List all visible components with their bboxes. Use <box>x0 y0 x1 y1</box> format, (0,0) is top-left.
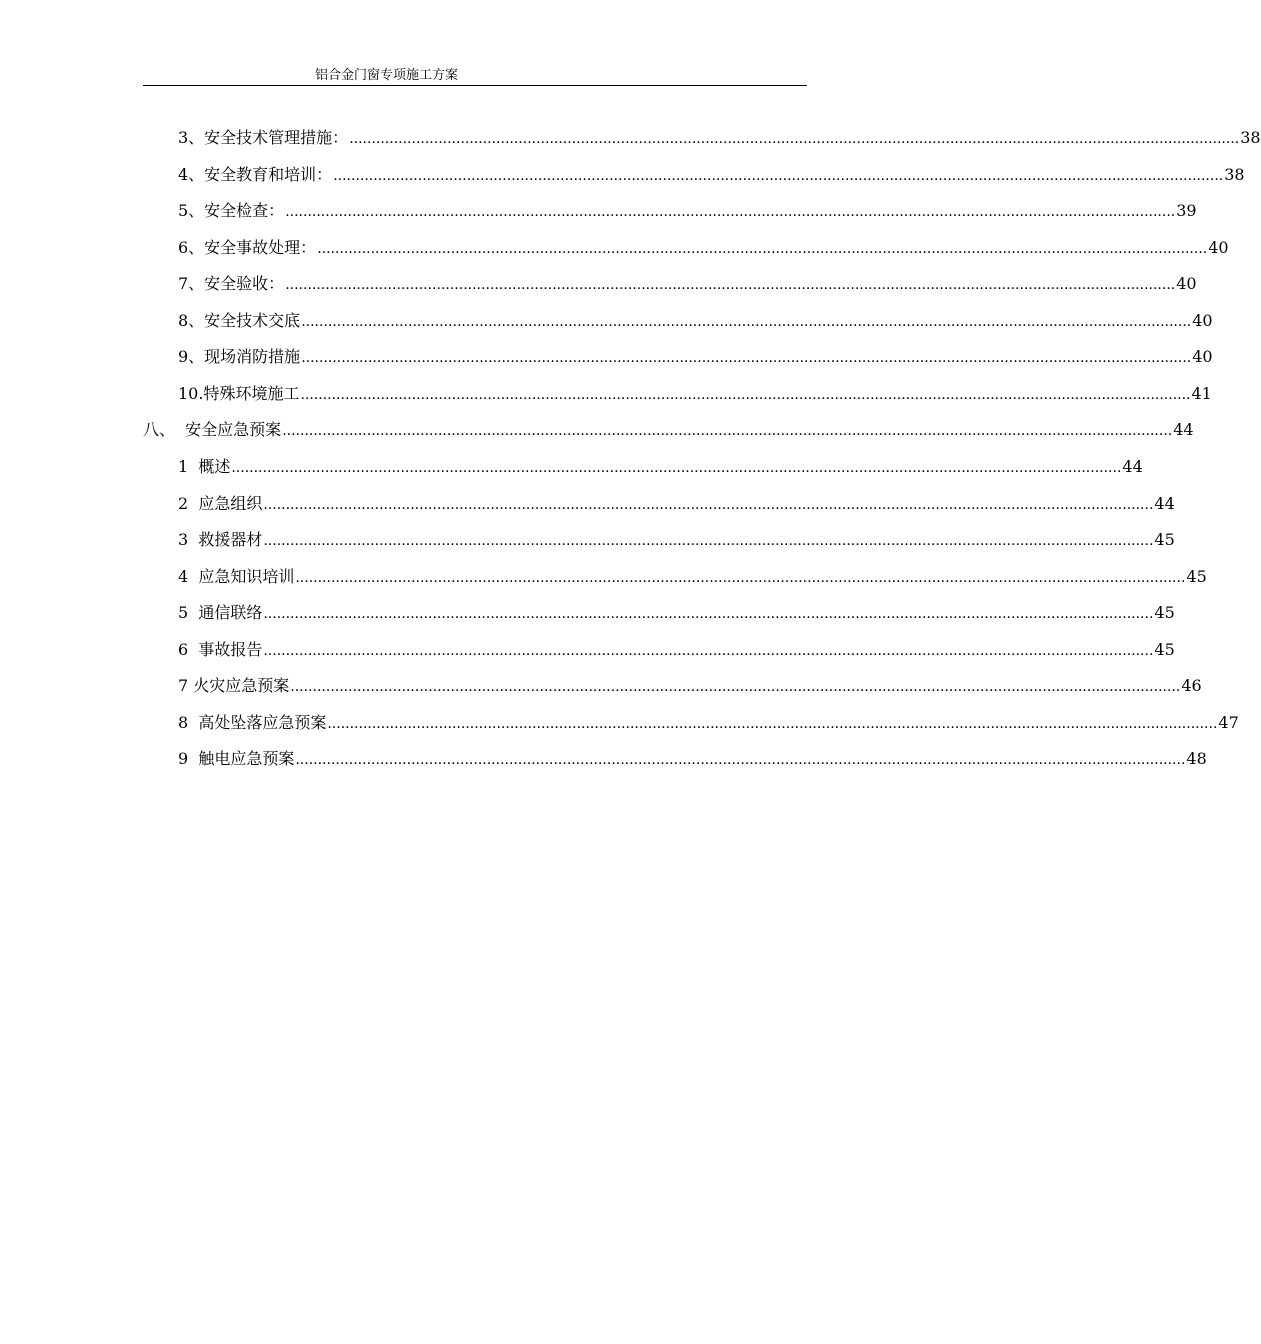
toc-entry-page-number: 38 <box>1240 128 1261 147</box>
toc-entry-label: 6、安全事故处理： <box>178 238 317 257</box>
toc-entry[interactable] <box>178 565 1207 589</box>
toc-entry-label: 1 概述 <box>178 457 231 476</box>
toc-entry[interactable] <box>178 236 1229 260</box>
toc-dot-leader: ........................................................................................................................................................................................................ <box>300 387 1191 403</box>
toc-entry[interactable] <box>178 711 1239 735</box>
toc-entry-label: 5、安全检查： <box>178 201 285 220</box>
toc-dot-leader: ........................................................................................................................................................................................................ <box>263 643 1154 659</box>
toc-entry[interactable] <box>178 455 1143 479</box>
toc-entry-page-number: 45 <box>1154 603 1175 622</box>
toc-dot-leader: ........................................................................................................................................................................................................ <box>327 716 1218 732</box>
toc-entry[interactable] <box>178 309 1213 333</box>
toc-entry-label: 4、安全教育和培训： <box>178 165 333 184</box>
toc-dot-leader: ........................................................................................................................................................................................................ <box>333 168 1224 184</box>
toc-entry-page-number: 44 <box>1122 457 1143 476</box>
toc-entry-label: 8 高处坠落应急预案 <box>178 713 327 732</box>
toc-dot-leader: ........................................................................................................................................................................................................ <box>301 314 1192 330</box>
toc-entry-label: 3 救援器材 <box>178 530 263 549</box>
toc-entry[interactable] <box>178 528 1175 552</box>
toc-dot-leader: ........................................................................................................................................................................................................ <box>263 606 1154 622</box>
toc-dot-leader: ........................................................................................................................................................................................................ <box>290 679 1181 695</box>
toc-entry-page-number: 44 <box>1173 420 1194 439</box>
toc-entry[interactable] <box>178 747 1207 771</box>
toc-entry-label: 8、安全技术交底 <box>178 311 301 330</box>
toc-entry-page-number: 38 <box>1224 165 1245 184</box>
toc-dot-leader: ........................................................................................................................................................................................................ <box>285 277 1176 293</box>
toc-entry-page-number: 48 <box>1186 749 1207 768</box>
toc-dot-leader: ........................................................................................................................................................................................................ <box>317 241 1208 257</box>
toc-entry[interactable] <box>178 492 1175 516</box>
toc-entry-page-number: 41 <box>1191 384 1212 403</box>
toc-entry[interactable] <box>178 674 1202 698</box>
toc-entry[interactable] <box>178 638 1175 662</box>
toc-entry-label: 4 应急知识培训 <box>178 567 295 586</box>
toc-entry-page-number: 45 <box>1154 640 1175 659</box>
toc-dot-leader: ........................................................................................................................................................................................................ <box>231 460 1122 476</box>
toc-entry-label: 7 火灾应急预案 <box>178 676 290 695</box>
toc-dot-leader: ........................................................................................................................................................................................................ <box>295 752 1186 768</box>
toc-entry-page-number: 45 <box>1154 530 1175 549</box>
toc-entry-page-number: 40 <box>1192 347 1213 366</box>
toc-entry[interactable] <box>178 382 1212 406</box>
toc-entry-page-number: 45 <box>1186 567 1207 586</box>
toc-dot-leader: ........................................................................................................................................................................................................ <box>282 423 1173 439</box>
toc-entry[interactable] <box>178 601 1175 625</box>
toc-dot-leader: ........................................................................................................................................................................................................ <box>263 497 1154 513</box>
toc-entry-label: 6 事故报告 <box>178 640 263 659</box>
toc-entry-page-number: 40 <box>1176 274 1197 293</box>
toc-entry-page-number: 47 <box>1218 713 1239 732</box>
toc-entry[interactable] <box>143 418 1194 442</box>
toc-entry-label: 3、安全技术管理措施： <box>178 128 349 147</box>
toc-entry-page-number: 40 <box>1192 311 1213 330</box>
toc-entry[interactable] <box>178 126 1261 150</box>
toc-entry[interactable] <box>178 199 1197 223</box>
toc-entry-label: 2 应急组织 <box>178 494 263 513</box>
toc-entry[interactable] <box>178 345 1213 369</box>
toc-entry-page-number: 44 <box>1154 494 1175 513</box>
toc-dot-leader: ........................................................................................................................................................................................................ <box>349 131 1240 147</box>
toc-entry-page-number: 46 <box>1181 676 1202 695</box>
toc-dot-leader: ........................................................................................................................................................................................................ <box>285 204 1176 220</box>
toc-dot-leader: ........................................................................................................................................................................................................ <box>263 533 1154 549</box>
toc-entry-label: 10.特殊环境施工 <box>178 384 300 403</box>
toc-entry-page-number: 39 <box>1176 201 1197 220</box>
toc-entry-label: 9 触电应急预案 <box>178 749 295 768</box>
toc-entry[interactable] <box>178 272 1197 296</box>
toc-entry-page-number: 40 <box>1208 238 1229 257</box>
toc-entry[interactable] <box>178 163 1245 187</box>
header-divider <box>143 85 807 86</box>
toc-entry-label: 5 通信联络 <box>178 603 263 622</box>
toc-dot-leader: ........................................................................................................................................................................................................ <box>295 570 1186 586</box>
toc-entry-label: 7、安全验收： <box>178 274 285 293</box>
toc-entry-label: 9、现场消防措施 <box>178 347 301 366</box>
toc-dot-leader: ........................................................................................................................................................................................................ <box>301 350 1192 366</box>
toc-entry-label: 八、 安全应急预案 <box>143 420 282 439</box>
page-header-title: 铝合金门窗专项施工方案 <box>315 68 459 83</box>
